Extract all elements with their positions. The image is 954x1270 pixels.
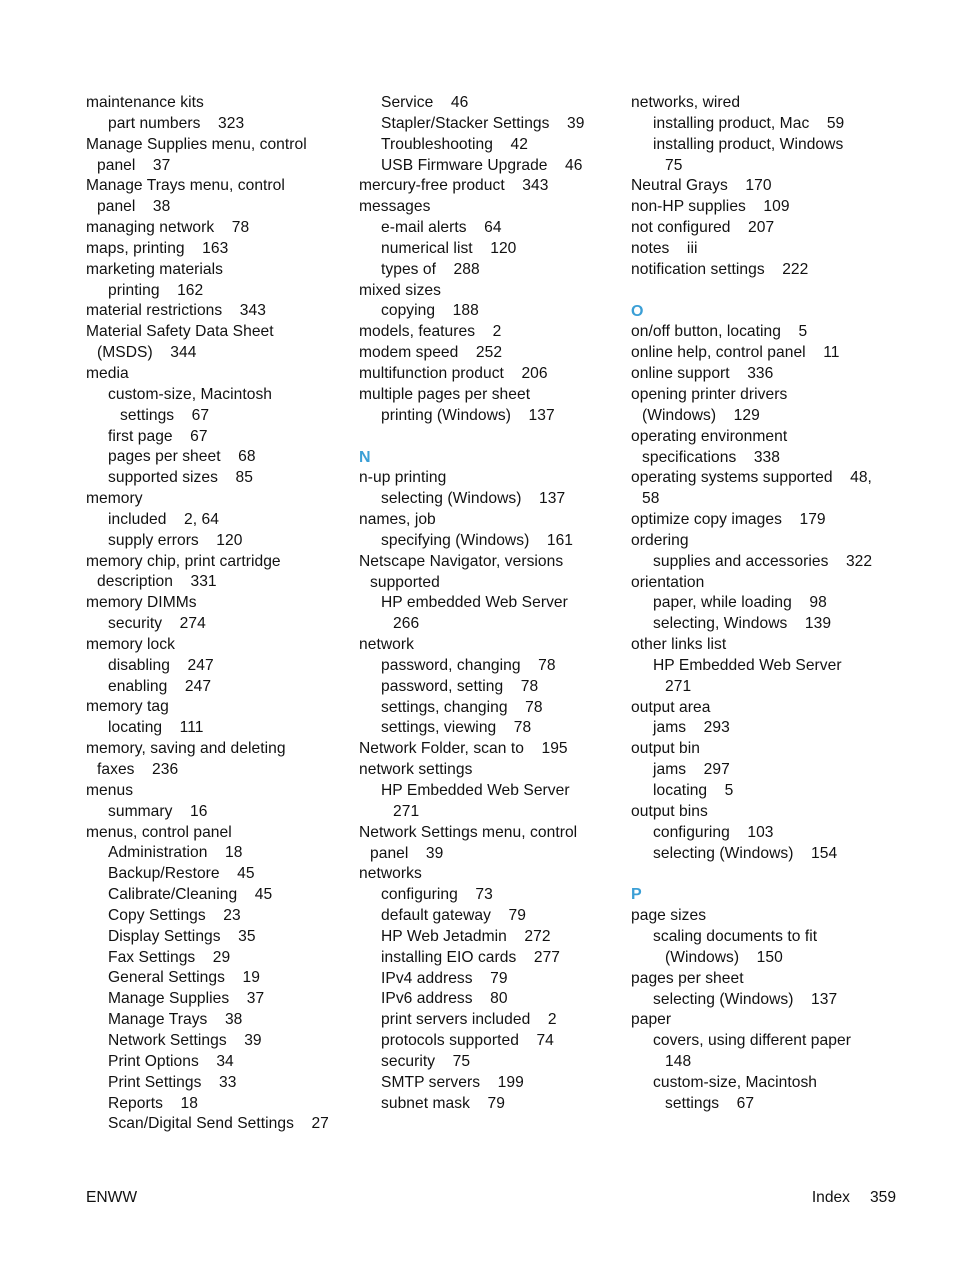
index-entry: maps, printing 163 xyxy=(86,239,229,257)
index-subentry: disabling 247 xyxy=(108,656,214,674)
index-entry: networks, wired xyxy=(631,94,741,111)
index-entry: n-up printing xyxy=(359,469,447,487)
index-subentry: Scan/Digital Send Settings 27 xyxy=(108,1115,329,1133)
index-entry: managing network 78 xyxy=(86,219,250,237)
index-subentry: security 274 xyxy=(108,615,206,633)
index-entry: output area xyxy=(631,698,711,716)
index-entry: operating environment xyxy=(631,427,788,445)
index-column-2 xyxy=(359,93,621,1115)
footer-page-number: 359 xyxy=(869,1189,896,1206)
index-subentry: print servers included 2 xyxy=(381,1011,557,1029)
index-subentry: Administration 18 xyxy=(108,844,243,862)
index-entry: messages xyxy=(359,198,431,216)
index-subentry: Calibrate/Cleaning 45 xyxy=(108,886,273,904)
index-entry: material restrictions 343 xyxy=(86,302,266,320)
index-subentry: jams 297 xyxy=(653,761,730,779)
index-entry: mixed sizes xyxy=(359,281,442,299)
index-entry: Manage Supplies menu, control xyxy=(86,135,307,153)
index-subentry: (Windows) 150 xyxy=(665,948,783,966)
index-subentry: supported sizes 85 xyxy=(108,469,253,487)
index-subentry: 148 xyxy=(665,1053,692,1071)
index-section-letter: P xyxy=(631,886,642,904)
index-subentry: Copy Settings 23 xyxy=(108,906,241,924)
index-entry: non-HP supplies 109 xyxy=(631,198,790,216)
index-entry: orientation xyxy=(631,573,705,591)
index-subentry: supply errors 120 xyxy=(108,531,243,549)
index-entry: Neutral Grays 170 xyxy=(631,177,772,195)
index-subentry: supplies and accessories 322 xyxy=(653,552,873,570)
index-entry: Network Settings menu, control xyxy=(359,823,578,841)
index-entry: memory, saving and deleting xyxy=(86,740,286,758)
index-subentry: 271 xyxy=(393,802,420,820)
index-subentry: selecting, Windows 139 xyxy=(653,615,832,633)
index-subentry: installing product, Windows xyxy=(653,135,844,153)
index-subentry: HP embedded Web Server xyxy=(381,594,568,612)
index-subentry: Troubleshooting 42 xyxy=(381,135,528,153)
index-subentry: selecting (Windows) 137 xyxy=(653,990,838,1008)
index-subentry: pages per sheet 68 xyxy=(108,448,256,466)
index-subentry: jams 293 xyxy=(653,719,730,737)
index-subentry: Print Options 34 xyxy=(108,1052,234,1070)
index-entry: network xyxy=(359,636,414,654)
index-entry: 58 xyxy=(642,490,660,508)
index-subentry: custom-size, Macintosh xyxy=(653,1073,818,1091)
index-subentry: first page 67 xyxy=(108,427,208,445)
index-subentry: locating 5 xyxy=(653,782,734,799)
index-subentry: specifying (Windows) 161 xyxy=(381,531,574,549)
index-subentry: copying 188 xyxy=(381,302,479,320)
index-entry: supported xyxy=(370,573,440,591)
index-entry: operating systems supported 48, xyxy=(631,469,872,487)
index-subentry: printing 162 xyxy=(108,281,204,299)
index-entry: models, features 2 xyxy=(359,323,502,341)
index-entry: (MSDS) 344 xyxy=(97,344,197,362)
index-entry: menus xyxy=(86,781,134,799)
index-subentry: part numbers 323 xyxy=(108,114,245,132)
index-entry: other links list xyxy=(631,636,727,654)
index-subentry: password, changing 78 xyxy=(381,656,556,674)
index-subentry: Network Settings 39 xyxy=(108,1031,262,1049)
index-subentry: installing EIO cards 277 xyxy=(381,948,561,966)
index-subentry: password, setting 78 xyxy=(381,677,539,695)
index-entry: output bins xyxy=(631,802,708,820)
index-entry: menus, control panel xyxy=(86,823,232,841)
index-subentry: configuring 103 xyxy=(653,823,774,841)
index-entry: memory chip, print cartridge xyxy=(86,552,281,570)
index-subentry: SMTP servers 199 xyxy=(381,1073,524,1091)
index-entry: marketing materials xyxy=(86,260,224,278)
index-section-letter: O xyxy=(631,302,644,320)
index-subentry: IPv4 address 79 xyxy=(381,969,508,987)
index-entry: ordering xyxy=(631,531,689,549)
index-entry: (Windows) 129 xyxy=(642,406,760,424)
index-subentry: locating 111 xyxy=(108,719,204,737)
index-entry: modem speed 252 xyxy=(359,344,503,362)
index-entry: networks xyxy=(359,865,422,883)
index-subentry: Manage Trays 38 xyxy=(108,1011,243,1029)
index-subentry: Backup/Restore 45 xyxy=(108,865,255,883)
index-entry: panel 37 xyxy=(97,156,171,174)
index-entry: paper xyxy=(631,1011,672,1029)
index-entry: on/off button, locating 5 xyxy=(631,323,808,341)
index-subentry: custom-size, Macintosh xyxy=(108,385,273,403)
index-subentry: HP Embedded Web Server xyxy=(381,782,570,799)
index-subentry: numerical list 120 xyxy=(381,239,517,257)
index-entry: multiple pages per sheet xyxy=(359,385,531,403)
index-entry: notes iii xyxy=(631,239,698,257)
index-entry: page sizes xyxy=(631,907,707,925)
index-subentry: settings, viewing 78 xyxy=(381,719,532,737)
index-entry: opening printer drivers xyxy=(631,385,788,403)
index-entry: Netscape Navigator, versions xyxy=(359,552,564,570)
section-gap xyxy=(631,281,893,302)
section-gap xyxy=(631,864,893,885)
index-subentry: settings, changing 78 xyxy=(381,698,543,716)
index-entry: Network Folder, scan to 195 xyxy=(359,740,568,758)
index-subentry: Reports 18 xyxy=(108,1094,198,1112)
index-subentry: installing product, Mac 59 xyxy=(653,114,845,132)
index-subentry: types of 288 xyxy=(381,260,480,278)
index-subentry: included 2, 64 xyxy=(108,510,219,528)
index-subentry: Display Settings 35 xyxy=(108,927,256,945)
index-subentry: summary 16 xyxy=(108,802,208,820)
index-subentry: enabling 247 xyxy=(108,677,212,695)
index-column-3 xyxy=(631,93,893,1115)
index-entry: memory tag xyxy=(86,698,169,716)
index-subentry: HP Web Jetadmin 272 xyxy=(381,927,551,945)
index-entry: not configured 207 xyxy=(631,219,775,237)
index-subentry: configuring 73 xyxy=(381,886,493,904)
index-subentry: settings 67 xyxy=(120,406,210,424)
index-subentry: Stapler/Stacker Settings 39 xyxy=(381,114,585,132)
index-subentry: security 75 xyxy=(381,1052,471,1070)
index-entry: media xyxy=(86,364,129,382)
index-subentry: settings 67 xyxy=(665,1094,755,1112)
footer-publication-code: ENWW xyxy=(86,1189,138,1206)
index-subentry: covers, using different paper xyxy=(653,1032,851,1050)
index-entry: memory lock xyxy=(86,635,175,653)
index-entry: online support 336 xyxy=(631,365,774,383)
index-entry: pages per sheet xyxy=(631,969,744,987)
index-subentry: protocols supported 74 xyxy=(381,1032,554,1050)
index-subentry: Fax Settings 29 xyxy=(108,948,231,966)
index-entry: names, job xyxy=(359,511,436,529)
index-subentry: printing (Windows) 137 xyxy=(381,406,555,424)
footer-section-label: Index xyxy=(811,1189,850,1206)
index-entry: panel 38 xyxy=(97,198,171,216)
index-subentry: General Settings 19 xyxy=(108,969,260,987)
index-entry: optimize copy images 179 xyxy=(631,511,826,529)
index-subentry: scaling documents to fit xyxy=(653,928,818,946)
section-gap xyxy=(359,427,621,448)
index-subentry: IPv6 address 80 xyxy=(381,990,508,1008)
index-column-1 xyxy=(86,93,348,1135)
index-entry: specifications 338 xyxy=(642,448,781,466)
index-entry: panel 39 xyxy=(370,844,444,862)
index-entry: Material Safety Data Sheet xyxy=(86,323,274,341)
index-subentry: e-mail alerts 64 xyxy=(381,219,502,237)
index-subentry: Service 46 xyxy=(381,94,469,111)
index-subentry: HP Embedded Web Server xyxy=(653,656,842,674)
index-entry: Manage Trays menu, control xyxy=(86,177,285,195)
index-entry: mercury-free product 343 xyxy=(359,177,549,195)
index-subentry: 75 xyxy=(665,156,683,174)
index-subentry: USB Firmware Upgrade 46 xyxy=(381,156,583,174)
index-subentry: 266 xyxy=(393,615,420,633)
index-subentry: default gateway 79 xyxy=(381,907,526,925)
index-entry: multifunction product 206 xyxy=(359,364,548,382)
index-subentry: selecting (Windows) 137 xyxy=(381,490,566,508)
footer-page-info xyxy=(812,1188,896,1208)
index-subentry: paper, while loading 98 xyxy=(653,594,827,612)
index-subentry: Manage Supplies 37 xyxy=(108,990,265,1008)
index-entry: notification settings 222 xyxy=(631,260,809,278)
index-entry: description 331 xyxy=(97,573,217,591)
index-entry: memory xyxy=(86,490,143,508)
index-subentry: 271 xyxy=(665,677,692,695)
index-subentry: subnet mask 79 xyxy=(381,1094,505,1112)
index-entry: maintenance kits xyxy=(86,94,204,111)
index-entry: memory DIMMs xyxy=(86,594,197,612)
index-section-letter: N xyxy=(359,448,371,466)
index-subentry: Print Settings 33 xyxy=(108,1073,237,1091)
index-entry: network settings xyxy=(359,761,473,779)
index-entry: faxes 236 xyxy=(97,761,179,778)
index-subentry: selecting (Windows) 154 xyxy=(653,844,838,862)
index-entry: output bin xyxy=(631,740,700,758)
index-entry: online help, control panel 11 xyxy=(631,344,840,362)
